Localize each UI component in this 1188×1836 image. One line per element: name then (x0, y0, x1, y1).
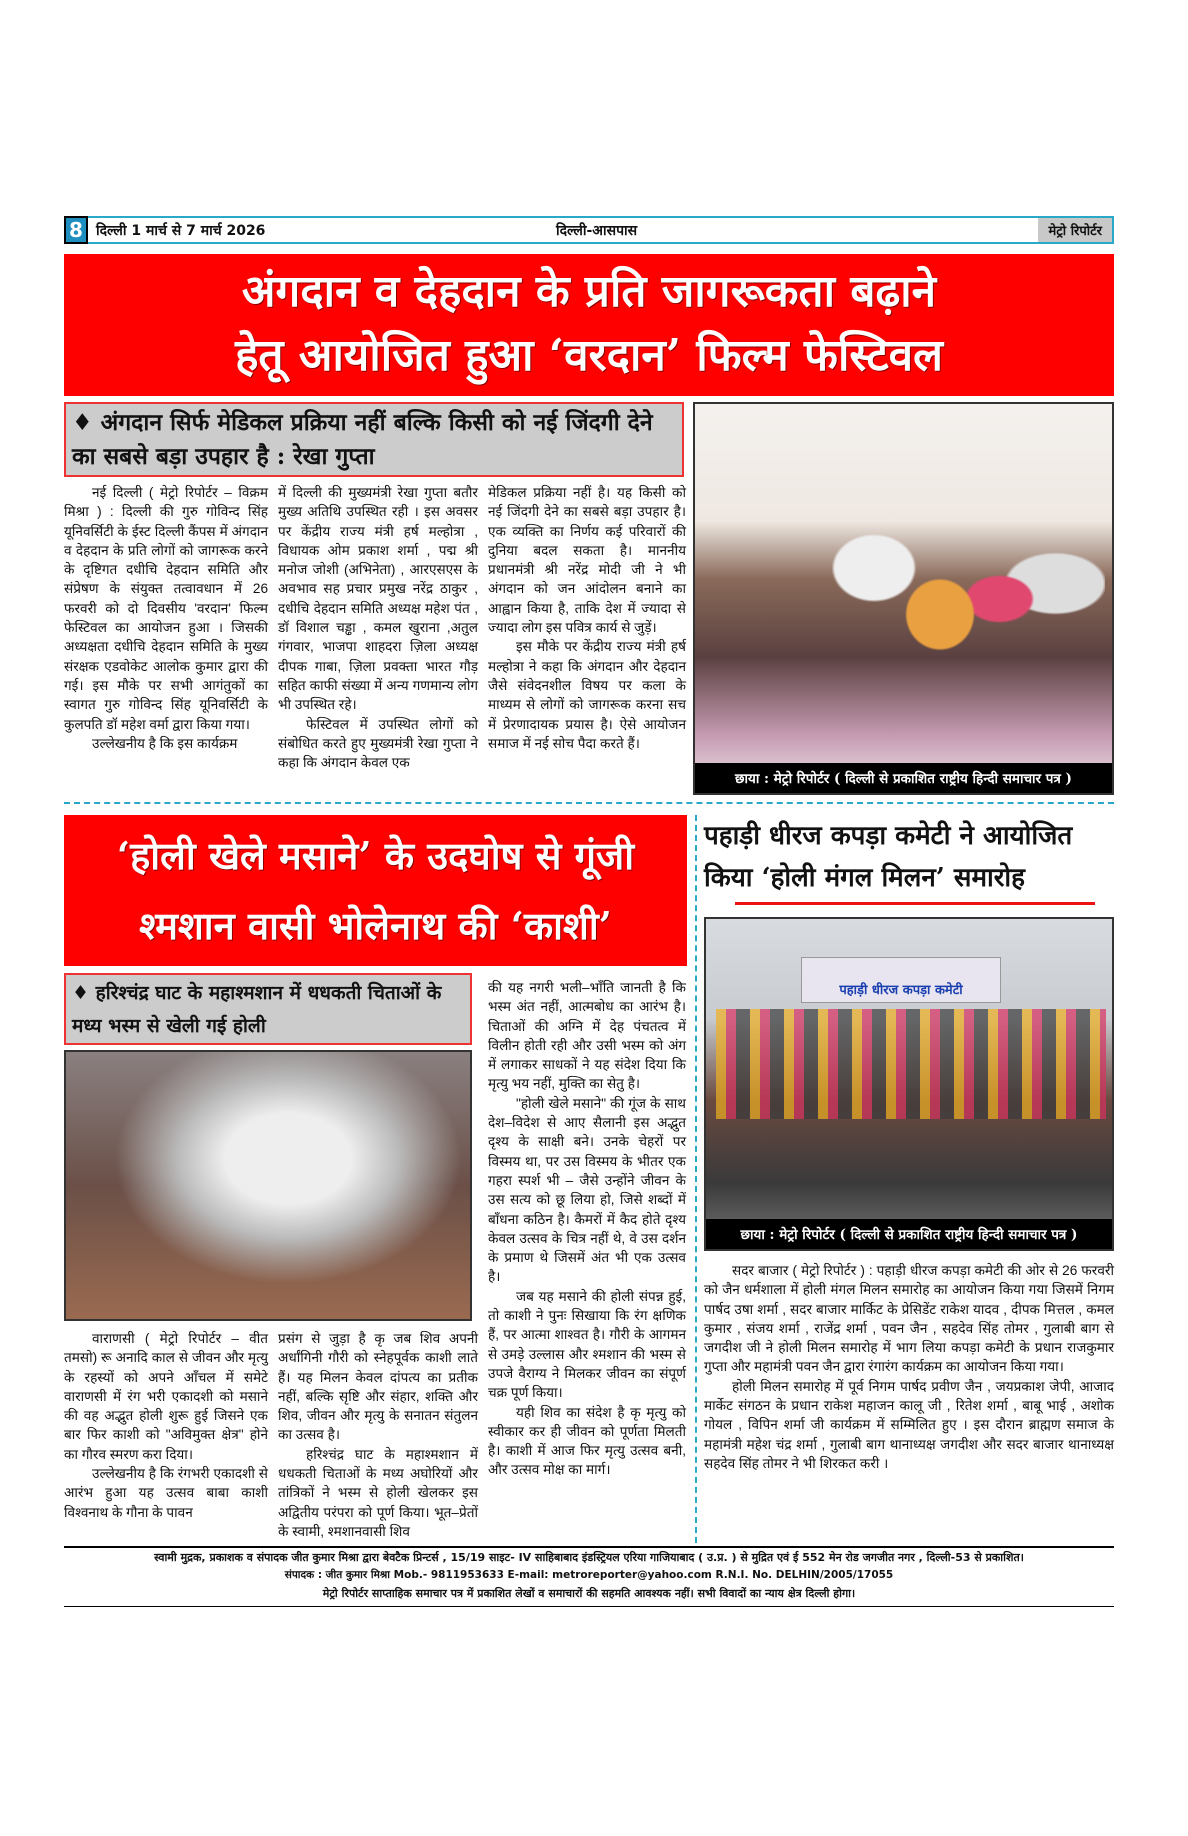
disclaimer-line: मेट्रो रिपोर्टर साप्ताहिक समाचार पत्र में प्रकाशित लेखों व समाचारों की सहमति आवश्यक नहीं। सभी विवादों का न्याय क्षेत्र दिल्ली होगा। (322, 1587, 856, 1600)
paragraph: हरिश्चंद्र घाट के महाश्मशान में धधकती चिताओं के मध्य अघोरियों और तांत्रिकों ने भस्म से होली खेलकर इस अद्वितीय परंपरा को पूर्ण किया। भूत–प्रेतों के स्वामी, श्मशानवासी शिव (278, 1446, 478, 1539)
paragraph: इस मौके पर केंद्रीय राज्य मंत्री हर्ष मल्होत्रा ने कहा कि अंगदान और देहदान जैसे संवेदनशील विषय पर कला के माध्यम से लोगों को जागरूक करना सच में प्रेरणादायक प्रयास है। ऐसे आयोजन समाज में नई सोच पैदा करते हैं। (488, 639, 686, 751)
paragraph: "होली खेले मसाने" की गूंज के साथ देश–विदेश से आए सैलानी इस अद्भुत दृश्य के साक्षी बने। उनके चेहरों पर विस्मय था, पर उस विस्मय के भीतर एक गहरा स्पर्श भी – जैसे उन्होंने जीवन के उस सत्य को छू लिया हो, जिसे शब्दों में बाँधना कठिन है। कैमरों में कैद होते दृश्य केवल उत्सव के चित्र नहीं थे, वे उस दर्शन के प्रमाण थे जिसमें अंत भी एक उत्सव है। (488, 1095, 686, 1285)
issue-date: दिल्ली 1 मार्च से 7 मार्च 2026 (96, 222, 266, 239)
headline-underline (735, 902, 1095, 905)
story2-subhead: ♦ हरिश्चंद्र घाट के महाश्मशान में धधकती चिताओं के मध्य भस्म से खेली गई होली (64, 973, 472, 1045)
paragraph: में दिल्ली की मुख्यमंत्री रेखा गुप्ता बतौर मुख्य अतिथि उपस्थित रही । इस अवसर पर केंद्रीय राज्य मंत्री हर्ष मल्होत्रा , विधायक ओम प्रकाश शर्मा , पद्म श्री मनोज जोशी (अभिनेता) , आरएसएस के अवभाव सह प्रचार प्रमुख नरेंद्र ठाकुर , दधीचि देहदान समिति अध्यक्ष महेश पंत , डॉ विशाल चड्ढा , कमल खुराना ,अतुल गंगवार, भाजपा शाहदरा ज़िला अध्यक्ष दीपक गाबा, ज़िला प्रवक्ता भारत गौड़ सहित काफी संख्या में अन्य गणमान्य लोग भी उपस्थित रहे। (278, 485, 478, 713)
story3-headline: पहाड़ी धीरज कपड़ा कमेटी ने आयोजित किया ‘होली मंगल मिलन’ समारोह (704, 821, 1073, 893)
section-name: दिल्ली-आसपास (556, 222, 638, 239)
page-header (64, 216, 1114, 244)
column-divider (695, 815, 697, 1543)
paragraph: प्रसंग से जुड़ा है कृ जब शिव अपनी अर्धांगिनी गौरी को स्नेहपूर्वक काशी लाते हैं। यह मिलन केवल दांपत्य का प्रतीक नहीं, बल्कि सृष्टि और संहार, शक्ति और शिव, जीवन और मृत्यु के सनातन संतुलन का उत्सव है। (278, 1331, 478, 1443)
award-photo (693, 402, 1114, 795)
paragraph: होली मिलन समारोह में पूर्व निगम पार्षद प्रवीण जैन , जयप्रकाश जेपी, आजाद मार्केट संगठन के प्रधान राकेश महाजन कालू जी , रितेश शर्मा , बाबू भाई , अशोक गोयल , विपिन शर्मा जी कार्यक्रम में सम्मिलित हुए । इस दौरान ब्राह्मण समाज के महामंत्री महेश चंद्र शर्मा , गुलाबी बाग थानाध्यक्ष जगदीश और सदर बाजार थानाध्यक्ष सहदेव सिंह तोमर ने भी शिरकत करी । (704, 1378, 1114, 1471)
story2-headline (64, 815, 687, 966)
photo-caption: छाया : मेट्रो रिपोर्टर ( दिल्ली से प्रकाशित राष्ट्रीय हिन्दी समाचार पत्र ) (695, 763, 1112, 793)
story2-col2 (278, 1329, 478, 1541)
paragraph: नई दिल्ली ( मेट्रो रिपोर्टर – विक्रम मिश्रा ) : दिल्ली की गुरु गोविन्द सिंह यूनिवर्सिटी के ईस्ट दिल्ली कैंपस में अंगदान व देहदान के प्रति लोगों को जागरूक करने के दृष्टिगत दधीचि देहदान समिति और संप्रेषण के संयुक्त तत्वावधान में 26 फरवरी को दो दिवसीय 'वरदान' फिल्म फेस्टिवल का आयोजन हुआ । जिसकी अध्यक्षता दधीचि देहदान समिति के मुख्य संरक्षक एडवोकेट आलोक कुमार द्वारा की गई। इस मौके पर सभी आगंतुकों का स्वागत गुरु गोविन्द सिंह यूनिवर्सिटी के कुलपति डॉ महेश वर्मा द्वारा किया गया। (64, 485, 268, 732)
contact-line: संपादक : जीत कुमार मिश्रा Mob.- 9811953633 E-mail: metroreporter@yahoo.com R.N.I. No. DELHIN/2005/17055 (284, 1569, 894, 1581)
story2-col1 (64, 1329, 268, 1522)
story2-col3 (488, 978, 686, 1480)
headline-line: ‘होली खेले मसाने’ के उदघोष से गूंजी (116, 833, 635, 878)
paragraph: सदर बाजार ( मेट्रो रिपोर्टर ) : पहाड़ी धीरज कपड़ा कमेटी की ओर से 26 फरवरी को जैन धर्मशाला में होली मंगल मिलन समारोह का आयोजन किया गया जिसमें निगम पार्षद उषा शर्मा , सदर बाजार मार्किट के प्रेसिडेंट राकेश यादव , दीपक मित्तल , कमल कुमार , संजय शर्मा , राजेंद्र शर्मा , पवन जैन , सहदेव सिंह तोमर , गुलाबी बाग से जगदीश जी ने होली मिलन समारोह में भाग लिया कपड़ा कमेटी के प्रधान राजकुमार गुप्ता और महामंत्री पवन जैन द्वारा रंगारंग कार्यक्रम का आयोजन किया गया। (704, 1263, 1114, 1375)
paragraph: उल्लेखनीय है कि इस कार्यक्रम (92, 735, 238, 751)
headline-line: श्मशान वासी भोलेनाथ की ‘काशी’ (139, 903, 612, 948)
story1-headline (64, 254, 1114, 396)
imprint-line: स्वामी मुद्रक, प्रकाशक व संपादक जीत कुमार मिश्रा द्वारा बेवटैक प्रिन्टर्स , 15/19 साइट- IV साहिबाबाद इंडस्ट्रियल एरिया गाजियाबाद ( उ.प्र. ) से मुद्रित एवं ई 552 मेन रोड जगजीत नगर , दिल्ली-53 से प्रकाशित। (154, 1551, 1024, 1564)
paragraph: यही शिव का संदेश है कृ मृत्यु को स्वीकार कर ही जीवन को पूर्णता मिलती है। काशी में आज फिर मृत्यु उत्सव बनी, और उत्सव मोक्ष का मार्ग। (488, 1404, 686, 1478)
photo-people (775, 444, 1105, 754)
paragraph: फेस्टिवल में उपस्थित लोगों को संबोधित करते हुए मुख्यमंत्री रेखा गुप्ता ने कहा कि अंगदान केवल एक (278, 716, 478, 771)
event-banner: पहाड़ी धीरज कपड़ा कमेटी (801, 957, 1001, 1003)
brand-name: मेट्रो रिपोर्टर (1038, 218, 1112, 242)
photo-people (716, 1009, 1106, 1119)
holi-ghat-photo (64, 1050, 472, 1321)
story1-col1 (64, 483, 268, 753)
footer-rule-bottom (64, 1606, 1114, 1607)
headline-line: अंगदान व देहदान के प्रति जागरूकता बढ़ाने (241, 266, 937, 317)
paragraph: वाराणसी ( मेट्रो रिपोर्टर – वीत तमसो) रू अनादि काल से जीवन और मृत्यु के रहस्यों को अपने आँचल में समेटे वाराणसी में रंग भरी एकादशी को मसाने की वह अद्भुत होली शुरू हुई जिसने एक बार फिर काशी को "अविमुक्त क्षेत्र" होने का गौरव स्मरण करा दिया। (64, 1331, 268, 1462)
holi-milan-photo (704, 917, 1114, 1251)
page-number: 8 (64, 216, 88, 244)
paragraph: की यह नगरी भली–भाँति जानती है कि भस्म अंत नहीं, आत्मबोध का आरंभ है। चिताओं की अग्नि में देह पंचतत्व में विलीन होती रही और उसी भस्म को अंग में लगाकर साधकों ने यह संदेश दिया कि मृत्यु भय नहीं, मुक्ति का सेतु है। (488, 980, 686, 1092)
story3-body (704, 1261, 1114, 1473)
story1-col3 (488, 483, 686, 753)
paragraph: उल्लेखनीय है कि रंगभरी एकादशी से आरंभ हुआ यह उत्सव बाबा काशी विश्वनाथ के गौना के पावन (64, 1466, 268, 1520)
footer-rule (64, 1546, 1114, 1548)
paragraph: मेडिकल प्रक्रिया नहीं है। यह किसी को नई जिंदगी देने का सबसे बड़ा उपहार है। एक व्यक्ति का निर्णय कई परिवारों की दुनिया बदल सकता है। माननीय प्रधानमंत्री श्री नरेंद्र मोदी जी ने भी अंगदान को जन आंदोलन बनाने का आह्वान किया है, ताकि देश में ज्यादा से ज्यादा लोग इस पवित्र कार्य से जुड़ें। (488, 485, 686, 636)
photo-caption: छाया : मेट्रो रिपोर्टर ( दिल्ली से प्रकाशित राष्ट्रीय हिन्दी समाचार पत्र ) (706, 1219, 1112, 1249)
headline-line: हेतू आयोजित हुआ ‘वरदान’ फिल्म फेस्टिवल (235, 330, 943, 381)
section-divider (64, 802, 1114, 804)
story1-col2 (278, 483, 478, 772)
story1-subhead: ♦ अंगदान सिर्फ मेडिकल प्रक्रिया नहीं बल्कि किसी को नई जिंदगी देने का सबसे बड़ा उपहार है : रेखा गुप्ता (64, 402, 684, 477)
paragraph: जब यह मसाने की होली संपन्न हुई, तो काशी ने पुनः सिखाया कि रंग क्षणिक हैं, पर आत्मा शाश्वत है। गौरी के आगमन से उमड़े उल्लास और श्मशान की भस्म से उपजे वैराग्य ने मिलकर जीवन का संपूर्ण चक्र पूर्ण किया। (488, 1288, 686, 1401)
